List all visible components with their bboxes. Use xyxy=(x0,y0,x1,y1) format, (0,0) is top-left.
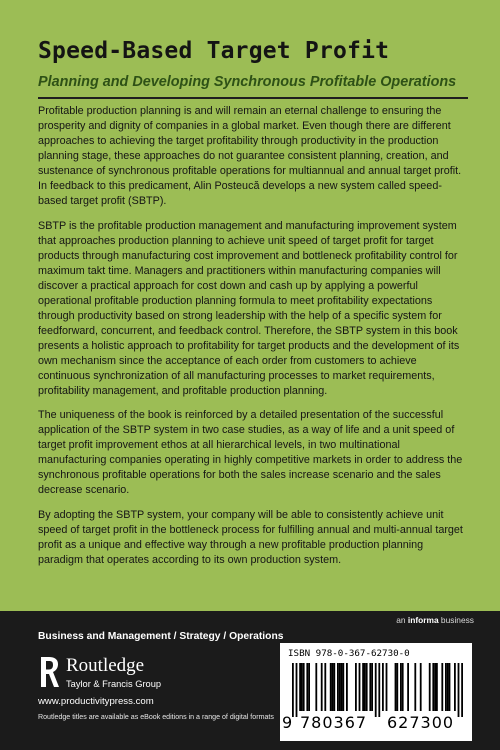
publisher-name: Routledge xyxy=(66,655,145,676)
barcode-bar xyxy=(362,663,364,711)
publisher-group: Taylor & Francis Group xyxy=(66,679,162,689)
barcode-bar xyxy=(407,663,409,711)
barcode-bar xyxy=(432,663,434,711)
barcode-bar xyxy=(332,663,334,711)
informa-tagline: an informa business xyxy=(396,615,474,625)
barcode-bar xyxy=(341,663,343,711)
barcode-bar xyxy=(371,663,373,711)
barcode-bar xyxy=(364,663,366,711)
blurb-paragraph: SBTP is the profitable production management and manufacturing improvement system that approaches production planning to achieve unit speed of target profit for target products through manufacturing cost improvement and bottleneck profitability control for maximum takt time. Managers and practitioners within manufacturing companies will discover a practical approach for cost down and cash up by applying a powerful operational profitable production planning formula to meet profitability expectations through productivity based on strong leadership with the help of a specific system for feedforward, concurrent, and feedback control. Therefore, the SBTP system in this book presents a holistic approach to profitability for target products and the development of its own mechanism since the acceptance of each order from customers to achieve continuous synchronization of all manufacturing processes to market requirements, profitability management, and profitable production planning. xyxy=(38,219,460,397)
blurb-paragraph: The uniqueness of the book is reinforced by a detailed presentation of the successful application of the SBTP system in two case studies, as a way of life and a unit speed of target profit improvement ethos at all hierarchical levels, in two multinational manufacturing companies operating in highly competitive markets in order to address the synchronous profitable operations for both the sales increase scenario and the sales decrease scenario. xyxy=(38,409,463,496)
barcode-bar xyxy=(375,663,377,717)
barcode-bar xyxy=(436,663,438,711)
barcode-bar xyxy=(441,663,443,711)
barcode-bar xyxy=(299,663,301,711)
barcode-bar xyxy=(296,663,298,717)
barcode-left-digits: 780367 xyxy=(300,713,368,732)
barcode-bar xyxy=(434,663,436,711)
barcode-bar xyxy=(333,663,335,711)
blurb-paragraph: Profitable production planning is and will remain an eternal challenge to ensuring the prosperity and dignity of companies in a global market. Even though there are different approaches to achieving the target profitability through productivity in the production planning stage, these approaches do not guarantee consistent planning, creation, and sustenance of synchronous profitable operations for multiannual and annual target profit. In feedback to this predicament, Alin Posteucă develops a new system called speed-based target profit (SBTP). xyxy=(38,105,462,207)
barcode-bar xyxy=(420,663,422,711)
barcode-right-digits: 627300 xyxy=(387,713,455,732)
ebook-note: Routledge titles are available as eBook editions in a range of digital formats xyxy=(38,712,274,721)
barcode-bar xyxy=(449,663,451,711)
barcode-bar xyxy=(346,663,348,711)
barcode-bar xyxy=(292,663,294,717)
barcode-bar xyxy=(382,663,384,711)
informa-brand: informa xyxy=(407,615,439,625)
barcode-bar xyxy=(355,663,357,711)
barcode-bar xyxy=(321,663,323,711)
barcode-first-digit: 9 xyxy=(282,713,293,732)
barcode-bar xyxy=(306,663,308,711)
barcode-bar xyxy=(369,663,371,711)
barcode-bar xyxy=(301,663,303,711)
barcode-bar xyxy=(359,663,361,711)
isbn-label: ISBN 978-0-367-62730-0 xyxy=(288,648,410,659)
barcode-bar xyxy=(308,663,310,711)
barcode-bar xyxy=(337,663,339,711)
barcode-bar xyxy=(445,663,447,711)
subject-categories: Business and Management / Strategy / Operations xyxy=(38,631,284,642)
barcode-bar xyxy=(458,663,460,717)
barcode-bar xyxy=(303,663,305,711)
barcode-bar xyxy=(461,663,463,717)
barcode-bar xyxy=(342,663,344,711)
book-subtitle: Planning and Developing Synchronous Profitable Operations xyxy=(38,74,457,90)
barcode-bar xyxy=(454,663,456,711)
blurb xyxy=(38,104,470,577)
barcode-bar xyxy=(414,663,416,711)
barcode-bar xyxy=(339,663,341,711)
barcode-bar xyxy=(402,663,404,711)
blurb-paragraph: By adopting the SBTP system, your company will be able to consistently achieve unit speed of target profit in the bottleneck process for fulfilling annual and multi-annual target profit as a unique and effective way through a new profitable production planning paradigm that operates according to its own production system. xyxy=(38,508,463,566)
barcode-bar xyxy=(447,663,449,711)
barcode-bar xyxy=(315,663,317,711)
barcode-bars xyxy=(280,663,472,717)
routledge-logo-icon xyxy=(38,656,60,688)
publisher-website: www.productivitypress.com xyxy=(38,696,154,707)
barcode-bar xyxy=(395,663,397,711)
title-divider xyxy=(38,97,468,99)
barcode-bar xyxy=(396,663,398,711)
barcode-bar xyxy=(366,663,368,711)
publisher-footer xyxy=(0,611,500,750)
book-title: Speed-Based Target Profit xyxy=(38,38,390,64)
barcode-bar xyxy=(400,663,402,711)
barcode-bar xyxy=(330,663,332,711)
barcode-bar xyxy=(429,663,431,711)
barcode-bar xyxy=(378,663,380,717)
isbn-barcode xyxy=(280,643,472,741)
barcode-bar xyxy=(386,663,388,711)
barcode-bar xyxy=(324,663,326,711)
barcode-digits xyxy=(280,713,472,737)
